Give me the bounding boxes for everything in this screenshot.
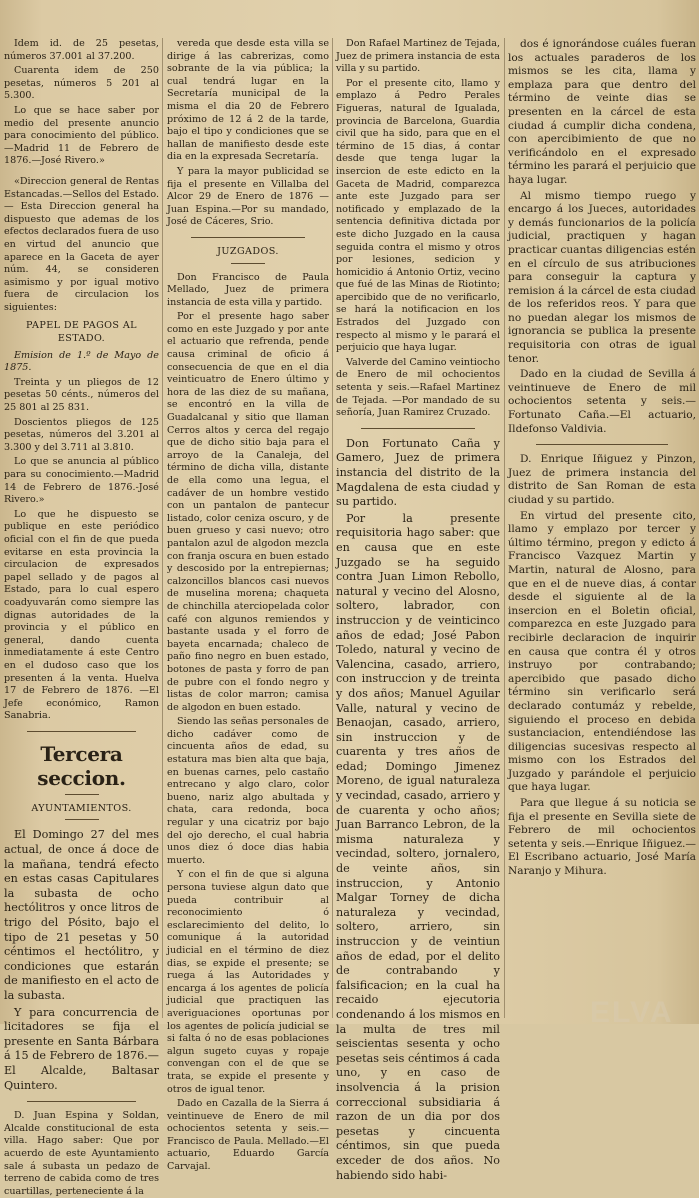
paragraph: Lo que se anuncia al público para su conocimiento.—Madrid 14 de Febrero de 1876.-José Rivero.»: [4, 456, 159, 506]
paragraph: Don Rafael Martinez de Tejada, Juez de primera instancia de esta villa y su partido.: [336, 38, 500, 75]
paragraph: Y para concurrencia de licitadores se fija el presente en Santa Bárbara á 15 de Febrero de 1876.—El Alcalde, Baltasar Quintero.: [4, 1005, 159, 1092]
section-title: Tercera seccion.: [37, 741, 126, 790]
divider: [27, 1101, 136, 1102]
paragraph: Treinta y un pliegos de 12 pesetas 50 cénts., números del 25 801 al 25 831.: [4, 376, 159, 414]
column-rule: [162, 38, 163, 1018]
divider: [191, 237, 304, 238]
paragraph: vereda que desde esta villa se dirige á las cabrerizas, como sobrante de la via pública; la cual tendrá lugar en la Secretaría municipal de la misma el dia 20 de Febrero próximo de 12 á 2 de la tarde, bajo el tipo y condiciones que se hallan de manifiesto desde este dia en la expresada Secretaría.: [167, 38, 329, 163]
paragraph: Dado en Cazalla de la Sierra á veintinueve de Enero de mil ochocientos setenta y seis.—Francisco de Paula. Mellado.—El actuario, Eduardo García Carvajal.: [167, 1098, 329, 1173]
paragraph: Por la presente requisitoria hago saber: que en causa que en este Juzgado se ha seguido contra Juan Limon Rebollo, natural y vecino del Alosno, soltero, labrador, con instruccion y de veinticinco años de edad; José Pabon Toledo, natural y vecino de Valencina, casado, arriero, con instruccion y de treinta y dos años; Manuel Aguilar Valle, natural y vecino de Benaojan, casado, arriero, sin instruccion y de cuarenta y tres años de edad; Domingo Jimenez Moreno, de igual naturaleza y vecindad, casado, arriero y de cuarenta y ocho años; Juan Barranco Lebron, de la misma naturaleza y vecindad, soltero, jornalero, de veinte años, sin instruccion, y Antonio Malgar Torney de dicha naturaleza y vecindad, soltero, arriero, sin instruccion y de veintiun años de edad, por el delito de contrabando y falsificacion; en la cual ha recaido ejecutoria condenando á los mismos en la multa de tres mil seiscientas sesenta y ocho pesetas seis céntimos á cada uno, y en caso de insolvencia á la prision correccional subsidiaria á razon de un dia por dos pesetas y cincuenta céntimos, sin que pueda exceder de dos años. No habiendo sido habi-: [336, 511, 500, 1182]
paragraph: Doscientos pliegos de 125 pesetas, números del 3.201 al 3.300 y del 3.711 al 3.810.: [4, 416, 159, 453]
section-heading: AYUNTAMIENTOS.: [31, 802, 132, 814]
paragraph: Por el presente hago saber como en este Juzgado y por ante el actuario que refrenda, pende causa criminal de oficio á consecuencia de que en el dia veinticuatro de Enero último y hora de las diez de su mañana, se encontró en la villa de Guadalcanal y sitio que llaman Cerros altos y cerca del regajo que de dicho sitio baja para el arroyo de la Canaleja, del término de dicha villa, distante de ella como una legua, el cadáver de un hombre vestido con un pantalon de pantecur listado, color ceniza oscuro, y de buen grueso y casi nuevo; otro pantalon azul de algodon mezcla con franja oscura en buen estado y descosido por la entrepiernas; calzoncillos blancos casi nuevos de muselina morena; chaqueta de chinchilla aterciopelada color café con algunos remiendos y bastante usada y el forro de bayeta encarnada; chaleco de paño fino negro en buen estado, botones de pasta y forro de pan de pubre con el fondo negro y listas de color marron; camisa de algodon en buen estado.: [167, 311, 329, 713]
section-heading: JUZGADOS.: [217, 245, 279, 257]
column-2: [167, 38, 329, 1173]
paragraph: Don Francisco de Paula Mellado, Juez de primera instancia de esta villa y partido.: [167, 271, 329, 308]
paragraph: El Domingo 27 del mes actual, de once á doce de la mañana, tendrá efecto en estas casas Capitulares la subasta de ocho hectólitros y once litros de trigo del Pósito, bajo el tipo de 21 pesetas y 50 céntimos el hectólitro, y condiciones que estarán de manifiesto en el acto de la subasta.: [4, 828, 159, 1002]
paragraph: D. Juan Espina y Soldan, Alcalde constitucional de esta villa. Hago saber: Que por acuerdo de este Ayuntamiento sale á subasta un pedazo de terreno de cabida como de tres cuartillas, perteneciente á la: [4, 1110, 159, 1197]
column-rule: [332, 38, 333, 1018]
divider: [536, 444, 668, 445]
paragraph: En virtud del presente cito, llamo y emplazo por tercer y último término, pregon y edicto á Francisco Vazquez Martin y Martin, natural de Alosno, para que en el de nueve dias, á contar desde el siguiente al de la insercion en el Boletin oficial, comparezca en este Juzgado para recibirle declaracion de inquirir en causa que contra él y otros instruyo por contrabando; apercibido que pasado dicho término sin verificarlo será declarado contumáz y rebelde, siguiendo el proceso en debida sustanciacion, entendiéndose las diligencias sucesivas respecto al mismo con los Estrados del Juzgado y parándole el perjuicio que haya lugar.: [508, 509, 696, 794]
paragraph: Don Fortunato Caña y Gamero, Juez de primera instancia del distrito de la Magdalena de esta ciudad y su partido.: [336, 436, 500, 509]
section-heading: PAPEL DE PAGOS AL ESTADO.: [26, 320, 137, 345]
divider: [65, 794, 99, 795]
paragraph: Valverde del Camino veintiocho de Enero de mil ochocientos setenta y seis.—Rafael Martinez de Tejada. —Por mandado de su señoría, Juan Ramirez Cruzado.: [336, 356, 500, 419]
paragraph: dos é ignorándose cuáles fueran los actuales paraderos de los mismos se les cita, llama y emplaza para que dentro del término de veinte dias se presenten en la cárcel de esta ciudad á cumplir dicha condena, con apercibimiento de que no verificándolo en el expresado término les parará el perjuicio que haya lugar.: [508, 38, 696, 186]
divider: [27, 731, 136, 732]
divider: [65, 819, 99, 820]
column-3: [336, 38, 500, 1182]
paragraph: Y para la mayor publicidad se fija el presente en Villalba del Alcor 29 de Enero de 1876 —Juan Espina.—Por su mandado, José de Cáceres, Srio.: [167, 165, 329, 228]
divider: [361, 428, 476, 429]
paragraph: Lo que he dispuesto se publique en este periódico oficial con el fin de que pueda evitarse en esta provincia la circulacion de expresados papel sellado y de pagos al Estado, para lo cual espero coadyuvarán como siempre las dignas autoridades de la provincia y el público en general, dando cuenta inmediatamente á este Centro en el dudoso caso que los presenten á la venta. Huelva 17 de Febrero de 1876. —El Jefe económico, Ramon Sanabria.: [4, 508, 159, 722]
paragraph: Por el presente cito, llamo y emplazo á Pedro Perales Figueras, natural de Igualada, provincia de Barcelona, Guardia civil que ha sido, para que en el término de 15 dias, á contar desde que tenga lugar la insercion de este edicto en la Gaceta de Madrid, comparezca ante este Juzgado para ser notificado y emplazado de la sentencia definitiva dictada por este dicho Juzgado en la causa seguida contra el mismo y otros por lesiones, sedicion y homicidio á Antonio Ortiz, vecino que fué de las Minas de Riotinto; apercibido que de no verificarlo, se hará la notificacion en los Estrados del Juzgado con respecto al mismo y le parará el perjuicio que haya lugar.: [336, 77, 500, 354]
paragraph: Siendo las señas personales de dicho cadáver como de cincuenta años de edad, su estatura mas bien alta que baja, en buenas carnes, pelo castaño entrecano y algo claro, color bueno, nariz algo abultada y chata, cara redonda, boca regular y una cicatriz por bajo del ojo derecho, el cual habria unos diez ó doce dias habia muerto.: [167, 716, 329, 866]
paragraph: «Direccion general de Rentas Estancadas.—Sellos del Estado.— Esta Direccion general ha dispuesto que ademas de los efectos declarados fuera de uso en virtud del anuncio que aparece en la Gaceta de ayer núm. 44, se consideren asimismo y por igual motivo fuera de circulacion los siguientes:: [4, 175, 159, 313]
paragraph: Y con el fin de que si alguna persona tuviese algun dato que pueda contribuir al reconocimiento ó esclarecimiento del delito, lo comunique á la autoridad judicial en el término de diez dias, se expide el presente; se ruega á las Autoridades y encarga á los agentes de policía judicial que practiquen las averiguaciones oportunas por los agentes de policía judicial se si falta ó no de esas poblaciones algun sugeto cuyas y ropaje convengan con el de que se trata, se expide el presente y otros de igual tenor.: [167, 869, 329, 1095]
paragraph: Al mismo tiempo ruego y encargo á los Jueces, autoridades y demás funcionarios de la policía judicial, practiquen y hagan practicar cuantas diligencias estén en el círculo de sus atribuciones para conseguir la captura y remision á la cárcel de esta ciudad de los referidos reos. Y para que no puedan alegar los mismos de ignorancia se publica la presente requisitoria con otras de igual tenor.: [508, 189, 697, 365]
column-rule: [504, 38, 505, 1018]
column-4: [508, 38, 696, 1020]
subheading: Emision de 1.º de Mayo de 1875.: [4, 349, 159, 374]
paragraph: Lo que se hace saber por medio del presente anuncio para conocimiento del público.—Madrid 11 de Febrero de 1876.—José Rivero.»: [4, 104, 159, 167]
archive-watermark: ELVA: [590, 996, 674, 1029]
paragraph: Idem id. de 25 pesetas, números 37.001 al 37.200.: [4, 38, 159, 62]
paragraph: Cuarenta idem de 250 pesetas, números 5 201 al 5.300.: [4, 65, 159, 102]
paragraph: Para que llegue á su noticia se fija el presente en Sevilla siete de Febrero de mil ochocientos setenta y seis.—Enrique Iñiguez.—El Escribano actuario, José María Naranjo y Mihura.: [508, 797, 696, 878]
divider: [231, 263, 265, 264]
column-1: [4, 38, 159, 1197]
paragraph: D. Enrique Iñiguez y Pinzon, Juez de primera instancia del distrito de San Roman de esta ciudad y su partido.: [508, 453, 696, 506]
paragraph: Dado en la ciudad de Sevilla á veintinueve de Enero de mil ochocientos setenta y seis.—Fortunato Caña.—El actuario, Ildefonso Valdivia.: [508, 368, 696, 435]
